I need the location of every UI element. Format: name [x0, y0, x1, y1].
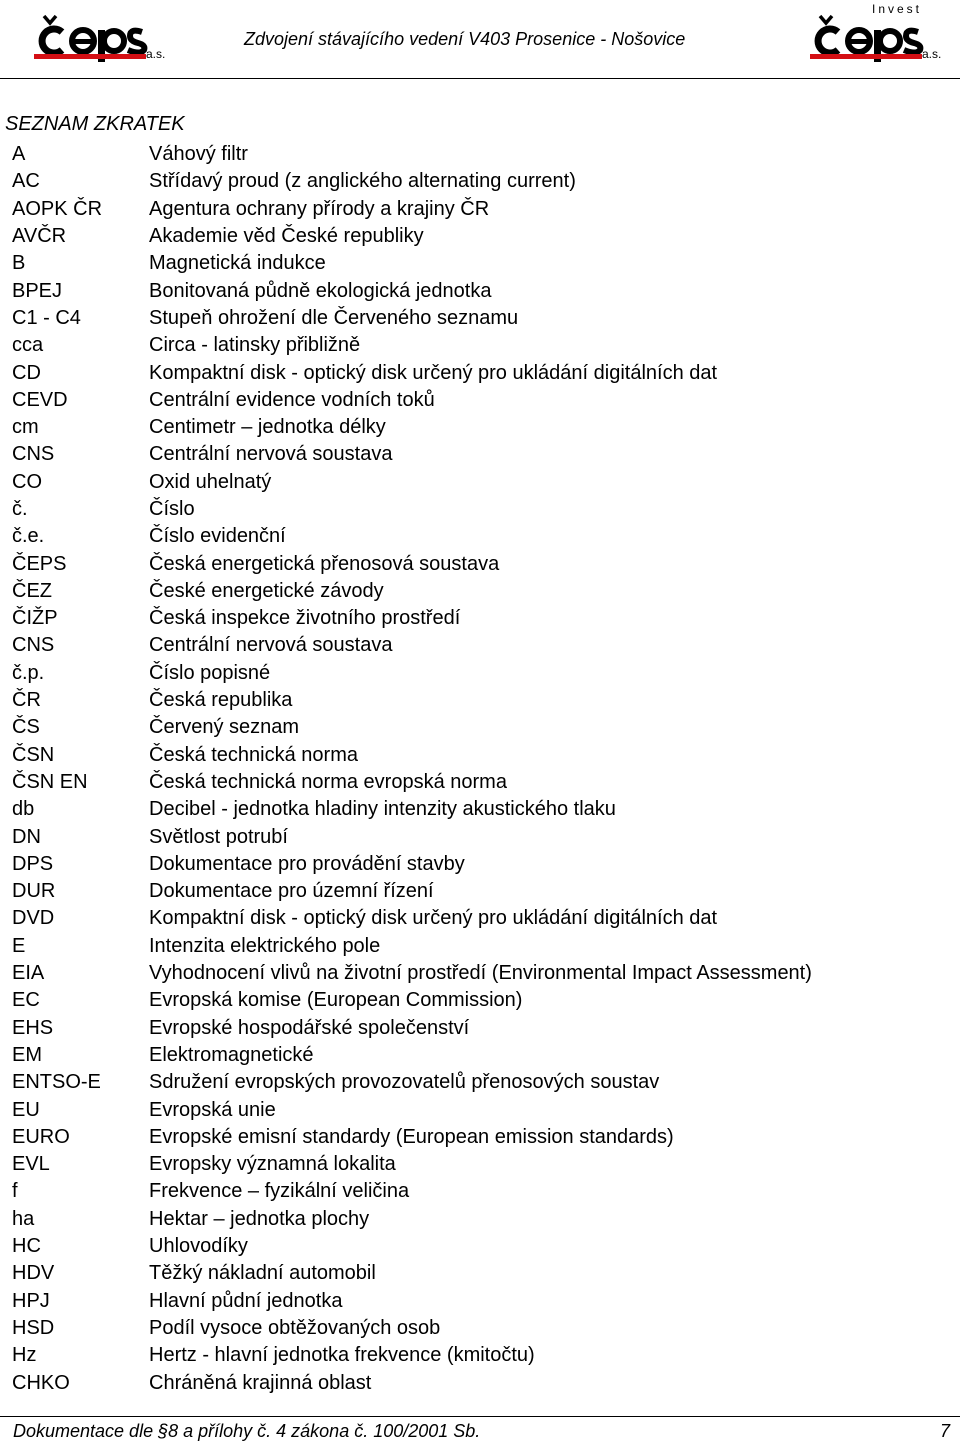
abbreviation-row [12, 223, 942, 250]
abbreviation-meaning: Česká republika [149, 689, 293, 712]
abbreviation-term: HDV [12, 1262, 55, 1285]
abbreviation-term: ČEPS [12, 552, 67, 575]
abbreviation-row [12, 1287, 942, 1314]
abbreviation-term: HC [12, 1235, 41, 1258]
abbreviation-term: CEVD [12, 388, 68, 411]
abbreviation-meaning: Kompaktní disk - optický disk určený pro ukládání digitálních dat [149, 907, 718, 930]
abbreviation-row [12, 414, 942, 441]
abbreviation-meaning: Evropsky významná lokalita [149, 1153, 396, 1176]
abbreviation-term: E [12, 934, 26, 957]
abbreviation-row [12, 1260, 942, 1287]
page-number: 7 [939, 1421, 950, 1441]
abbreviation-term: ENTSO-E [12, 1071, 101, 1094]
abbreviation-row [12, 687, 942, 714]
abbreviation-meaning: Agentura ochrany přírody a krajiny ČR [149, 197, 490, 220]
abbreviation-meaning: České energetické závody [149, 579, 384, 602]
abbreviation-row [12, 851, 942, 878]
abbreviation-row [12, 742, 942, 769]
abbreviation-term: f [12, 1180, 18, 1203]
abbreviation-row [12, 1342, 942, 1369]
abbreviation-term: AOPK ČR [12, 197, 103, 220]
abbreviation-term: EHS [12, 1016, 54, 1039]
abbreviation-meaning: Číslo popisné [149, 661, 271, 684]
abbreviation-term: č.p. [12, 661, 45, 684]
abbreviation-meaning: Circa - latinsky přibližně [149, 334, 361, 357]
abbreviation-row [12, 769, 942, 796]
abbreviation-meaning: Stupeň ohrožení dle Červeného seznamu [149, 306, 519, 329]
abbreviation-meaning: Magnetická indukce [149, 252, 326, 275]
abbreviation-meaning: Hlavní půdní jednotka [149, 1289, 343, 1312]
abbreviation-meaning: Oxid uhelnatý [149, 470, 272, 493]
abbreviation-term: ČIŽP [12, 607, 58, 630]
abbreviation-meaning: Centimetr – jednotka délky [149, 416, 386, 439]
abbreviation-meaning: Uhlovodíky [149, 1235, 248, 1258]
abbreviation-term: DPS [12, 852, 54, 875]
abbreviation-term: ČEZ [12, 579, 52, 602]
abbreviation-meaning: Evropská komise (European Commission) [149, 989, 523, 1012]
abbreviation-row [12, 578, 942, 605]
abbreviation-meaning: Dokumentace pro provádění stavby [149, 852, 465, 875]
abbreviation-row [12, 1069, 942, 1096]
abbreviation-row [12, 632, 942, 659]
abbreviation-term: A [12, 143, 26, 166]
abbreviation-term: cm [12, 416, 39, 439]
abbreviation-term: EIA [12, 962, 45, 985]
abbreviation-meaning: Centrální nervová soustava [149, 443, 393, 466]
abbreviation-row [12, 1206, 942, 1233]
abbreviation-meaning: Česká inspekce životního prostředí [149, 607, 461, 630]
abbreviation-term: DUR [12, 880, 56, 903]
abbreviation-term: DN [12, 825, 41, 848]
abbreviation-term: C1 - C4 [12, 306, 81, 329]
abbreviation-row [12, 1178, 942, 1205]
abbreviation-meaning: Chráněná krajinná oblast [149, 1371, 372, 1394]
abbreviation-term: EU [12, 1098, 40, 1121]
abbreviation-meaning: Česká energetická přenosová soustava [149, 552, 500, 575]
abbreviation-row [12, 1315, 942, 1342]
abbreviation-row [12, 605, 942, 632]
footer-text: Dokumentace dle §8 a přílohy č. 4 zákona č. 100/2001 Sb. [13, 1421, 481, 1441]
abbreviation-row [12, 1124, 942, 1151]
svg-text:a.s.: a.s. [922, 47, 942, 61]
abbreviation-row [12, 823, 942, 850]
abbreviation-row [12, 469, 942, 496]
abbreviation-list [12, 141, 942, 1397]
abbreviation-row [12, 168, 942, 195]
abbreviation-term: AVČR [12, 225, 67, 248]
abbreviation-term: db [12, 798, 35, 821]
abbreviation-meaning: Vyhodnocení vlivů na životní prostředí (Environmental Impact Assessment) [149, 962, 812, 985]
header-divider [0, 78, 960, 79]
abbreviation-meaning: Těžký nákladní automobil [149, 1262, 376, 1285]
abbreviation-term: ČSN EN [12, 770, 88, 793]
abbreviation-term: č. [12, 498, 28, 520]
abbreviation-term: CO [12, 470, 42, 493]
abbreviation-term: HSD [12, 1316, 55, 1339]
abbreviation-term: ha [12, 1207, 35, 1230]
abbreviation-row [12, 1015, 942, 1042]
abbreviation-row [12, 550, 942, 577]
abbreviation-row [12, 441, 942, 468]
abbreviation-row [12, 933, 942, 960]
abbreviation-row [12, 359, 942, 386]
abbreviation-row [12, 878, 942, 905]
abbreviation-term: BPEJ [12, 279, 63, 302]
abbreviation-meaning: Intenzita elektrického pole [149, 934, 381, 957]
abbreviation-meaning: Číslo evidenční [149, 525, 286, 548]
abbreviation-term: CNS [12, 443, 55, 466]
abbreviation-term: EVL [12, 1153, 50, 1176]
abbreviation-row [12, 1096, 942, 1123]
abbreviation-meaning: Váhový filtr [149, 143, 248, 166]
abbreviation-term: EC [12, 989, 40, 1012]
abbreviation-row [12, 523, 942, 550]
ceps-logo [30, 8, 166, 64]
abbreviation-row [12, 796, 942, 823]
abbreviation-term: Hz [12, 1344, 37, 1367]
abbreviation-row [12, 905, 942, 932]
svg-text:a.s.: a.s. [146, 47, 166, 61]
abbreviation-meaning: Sdružení evropských provozovatelů přenosových soustav [149, 1071, 660, 1094]
abbreviation-meaning: Evropská unie [149, 1098, 276, 1121]
abbreviation-meaning: Centrální nervová soustava [149, 634, 393, 657]
footer-divider [0, 1416, 960, 1417]
abbreviation-term: ČS [12, 716, 40, 739]
abbreviation-meaning: Akademie věd České republiky [149, 225, 424, 248]
abbreviation-term: DVD [12, 907, 55, 930]
abbreviation-term: cca [12, 334, 44, 357]
abbreviation-term: HPJ [12, 1289, 50, 1312]
abbreviation-row [12, 714, 942, 741]
abbreviation-meaning: Bonitovaná půdně ekologická jednotka [149, 279, 492, 302]
abbreviation-row [12, 277, 942, 304]
abbreviation-meaning: Evropské emisní standardy (European emission standards) [149, 1125, 674, 1148]
abbreviation-meaning: Evropské hospodářské společenství [149, 1016, 470, 1039]
abbreviation-row [12, 496, 942, 523]
abbreviation-meaning: Hertz - hlavní jednotka frekvence (kmitočtu) [149, 1344, 535, 1367]
abbreviation-term: CNS [12, 634, 55, 657]
abbreviation-meaning: Česká technická norma [149, 743, 358, 766]
abbreviation-row [12, 250, 942, 277]
abbreviation-row [12, 196, 942, 223]
abbreviation-row [12, 1369, 942, 1396]
abbreviation-row [12, 141, 942, 168]
abbreviation-meaning: Dokumentace pro územní řízení [149, 880, 434, 903]
abbreviation-term: B [12, 252, 26, 275]
abbreviation-term: AC [12, 170, 40, 193]
abbreviation-meaning: Centrální evidence vodních toků [149, 388, 435, 411]
document-title: Zdvojení stávajícího vedení V403 Prosenice - Nošovice [244, 29, 686, 49]
abbreviation-meaning: Hektar – jednotka plochy [149, 1207, 370, 1230]
abbreviation-term: CHKO [12, 1371, 70, 1394]
abbreviation-row [12, 960, 942, 987]
ceps-invest-logo [806, 2, 942, 64]
abbreviation-row [12, 332, 942, 359]
abbreviation-term: ČR [12, 689, 41, 712]
abbreviation-row [12, 1233, 942, 1260]
abbreviation-meaning: Kompaktní disk - optický disk určený pro ukládání digitálních dat [149, 361, 718, 384]
invest-label: Invest [872, 2, 923, 16]
abbreviation-meaning: Střídavý proud (z anglického alternating current) [149, 170, 576, 193]
section-title: SEZNAM ZKRATEK [5, 113, 185, 135]
abbreviation-row [12, 1151, 942, 1178]
page-header [0, 0, 960, 78]
abbreviation-row [12, 987, 942, 1014]
abbreviation-row [12, 1042, 942, 1069]
abbreviation-term: CD [12, 361, 41, 384]
abbreviation-meaning: Frekvence – fyzikální veličina [149, 1180, 410, 1203]
abbreviation-term: č.e. [12, 525, 45, 548]
abbreviation-row [12, 305, 942, 332]
abbreviation-meaning: Elektromagnetické [149, 1043, 314, 1066]
abbreviation-meaning: Decibel - jednotka hladiny intenzity akustického tlaku [149, 798, 616, 821]
abbreviation-term: EURO [12, 1125, 70, 1148]
abbreviation-meaning: Červený seznam [149, 716, 300, 739]
abbreviation-meaning: Číslo [149, 498, 195, 520]
abbreviation-term: EM [12, 1043, 42, 1066]
abbreviation-term: ČSN [12, 743, 55, 766]
abbreviation-row [12, 387, 942, 414]
abbreviation-meaning: Světlost potrubí [149, 825, 288, 848]
abbreviation-row [12, 660, 942, 687]
abbreviation-meaning: Česká technická norma evropská norma [149, 770, 507, 793]
abbreviation-meaning: Podíl vysoce obtěžovaných osob [149, 1316, 441, 1339]
